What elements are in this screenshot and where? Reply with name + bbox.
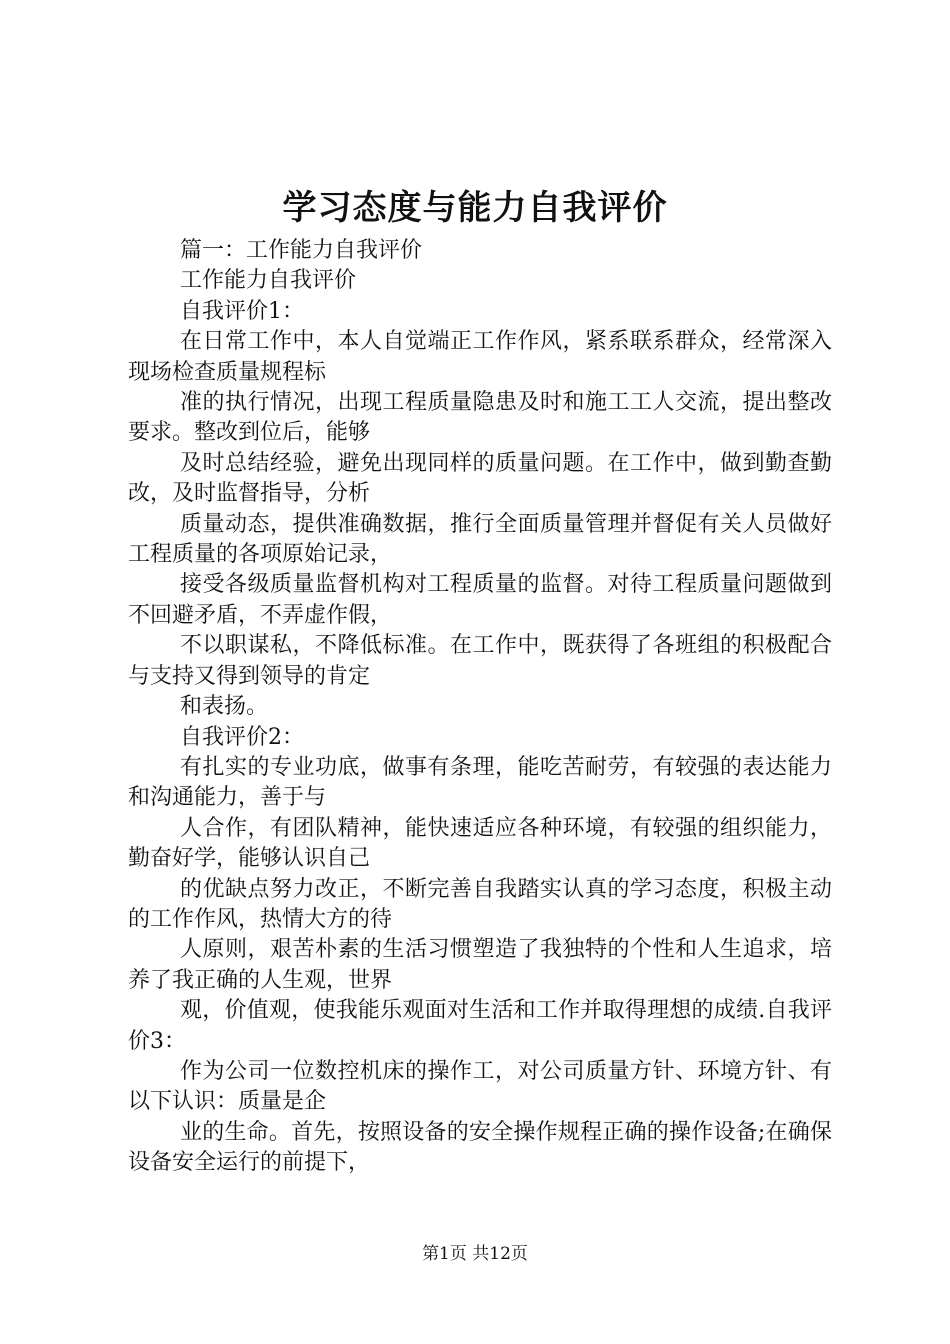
paragraph: 质量动态，提供准确数据，推行全面质量管理并督促有关人员做好工程质量的各项原始记录， bbox=[128, 511, 832, 568]
paragraph: 和表扬。 bbox=[180, 694, 269, 720]
paragraph: 接受各级质量监督机构对工程质量的监督。对待工程质量问题做到不回避矛盾，不弄虚作假， bbox=[128, 572, 832, 628]
paragraph: 自我评价2： bbox=[180, 724, 304, 750]
paragraph: 篇一：工作能力自我评价 bbox=[180, 238, 423, 263]
paragraph: 自我评价1： bbox=[180, 298, 304, 324]
paragraph: 不以职谋私，不降低标准。在工作中，既获得了各班组的积极配合与支持又得到领导的肯定 bbox=[128, 633, 832, 689]
paragraph: 工作能力自我评价 bbox=[180, 268, 357, 294]
paragraph: 人原则，艰苦朴素的生活习惯塑造了我独特的个性和人生追求，培养了我正确的人生观，世界 bbox=[128, 937, 832, 993]
paragraph: 人合作，有团队精神，能快速适应各种环境，有较强的组织能力，勤奋好学，能够认识自己 bbox=[128, 815, 832, 872]
document-body bbox=[128, 236, 832, 1179]
paragraph: 的优缺点努力改正，不断完善自我踏实认真的学习态度，积极主动的工作作风，热情大方的待 bbox=[128, 876, 832, 932]
paragraph: 作为公司一位数控机床的操作工，对公司质量方针、环境方针、有以下认识：质量是企 bbox=[128, 1058, 832, 1115]
page-footer: 第1页 共12页 bbox=[422, 1244, 528, 1264]
paragraph: 观，价值观，使我能乐观面对生活和工作并取得理想的成绩.自我评价3： bbox=[128, 998, 832, 1054]
paragraph: 有扎实的专业功底，做事有条理，能吃苦耐劳，有较强的表达能力和沟通能力，善于与 bbox=[128, 754, 832, 811]
document-title: 学习态度与能力自我评价 bbox=[282, 188, 668, 228]
paragraph: 及时总结经验，避免出现同样的质量问题。在工作中，做到勤查勤改，及时监督指导，分析 bbox=[128, 450, 832, 507]
paragraph: 业的生命。首先，按照设备的安全操作规程正确的操作设备;在确保设备安全运行的前提下， bbox=[128, 1119, 832, 1176]
paragraph: 在日常工作中，本人自觉端正工作作风，紧系联系群众，经常深入现场检查质量规程标 bbox=[128, 329, 832, 385]
paragraph: 准的执行情况，出现工程质量隐患及时和施工工人交流，提出整改要求。整改到位后，能够 bbox=[128, 390, 832, 446]
